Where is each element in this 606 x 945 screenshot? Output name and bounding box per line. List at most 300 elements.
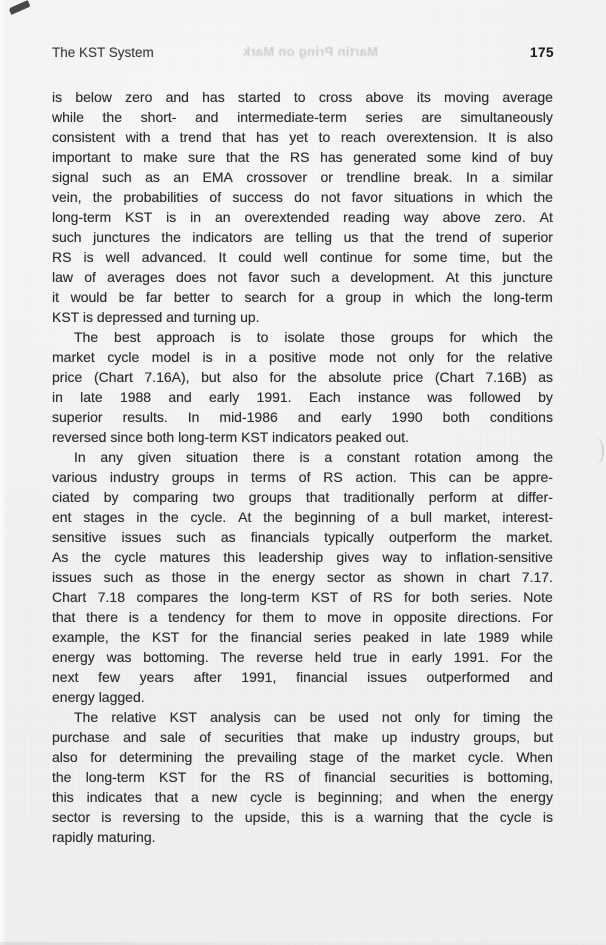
word: after (193, 669, 222, 685)
word: late (80, 389, 103, 405)
word: energy (272, 569, 315, 585)
bleedthrough-header-text: Martin Pring on Mark (242, 44, 378, 59)
word: but (201, 369, 221, 385)
paragraph (52, 87, 553, 327)
word: shown (403, 569, 445, 585)
word: well (105, 249, 130, 265)
word: was (106, 649, 132, 665)
word: the (533, 189, 553, 205)
text-line (52, 107, 553, 127)
word: issues (52, 569, 92, 585)
word: short- (140, 109, 177, 125)
word: is (294, 789, 305, 805)
word: market (52, 349, 95, 365)
word: the (231, 769, 251, 785)
word: KST (311, 589, 339, 605)
page-number: 175 (529, 45, 554, 60)
word: cycle (250, 789, 283, 805)
word: any (100, 449, 123, 465)
word: for (446, 349, 464, 365)
word: sensitive (52, 529, 107, 545)
word: such (102, 169, 132, 185)
word: Each (308, 389, 341, 405)
word: below (75, 89, 112, 105)
text-line (52, 567, 553, 587)
word: as (145, 169, 160, 185)
word: favor (351, 189, 383, 205)
word: comparing (132, 489, 199, 505)
word: telling (295, 229, 333, 245)
word: in (225, 349, 237, 365)
word: that (434, 809, 458, 825)
word: can (273, 709, 297, 725)
word: junctures (93, 229, 150, 245)
word: trend (435, 229, 468, 245)
word: appre- (512, 469, 553, 485)
word: 7.16B) (485, 369, 527, 385)
running-header-title: The KST System (52, 45, 154, 60)
word: series (365, 109, 403, 125)
word: KST (169, 709, 197, 725)
word: peaked (363, 629, 410, 645)
word: crossover (246, 169, 307, 185)
word: few (98, 669, 120, 685)
text-line (52, 327, 553, 347)
word: stage (309, 749, 344, 765)
word: vein, (52, 189, 82, 205)
word: for (191, 629, 208, 645)
word: in (372, 609, 383, 625)
word: there (252, 449, 285, 465)
word: simultaneously (460, 109, 553, 125)
word: also (232, 369, 258, 385)
text-line: reversed since both long-term KST indicators peaked out. (52, 429, 409, 445)
word: averages (107, 269, 165, 285)
word: juncture (503, 269, 553, 285)
word: is (128, 609, 139, 625)
word: When (516, 749, 553, 765)
text-line (52, 407, 553, 427)
word: trend (179, 129, 212, 145)
word: a (355, 809, 364, 825)
word: typically (324, 529, 374, 545)
word: In (187, 409, 200, 425)
word: is (463, 769, 474, 785)
word: new (211, 789, 238, 805)
word: of (199, 729, 211, 745)
word: industry (109, 469, 159, 485)
word: in (455, 569, 467, 585)
word: groups (248, 489, 292, 505)
word: way (403, 209, 429, 225)
word: in (217, 569, 229, 585)
word: used (338, 709, 369, 725)
word: of (298, 769, 311, 785)
word: outperform (388, 529, 457, 545)
word: terms (251, 469, 287, 485)
word: 1988 (119, 389, 152, 405)
word: the (240, 569, 261, 585)
word: next (52, 669, 79, 685)
word: that (154, 789, 179, 805)
word: by (538, 389, 553, 405)
word: do (294, 189, 310, 205)
word: the (533, 649, 553, 665)
word: the (533, 709, 553, 725)
word: that (52, 609, 76, 625)
word: cycle (499, 809, 532, 825)
word: would (70, 289, 108, 305)
word: important (52, 149, 111, 165)
word: true (353, 649, 378, 665)
word: leadership (258, 549, 324, 565)
word: RS (323, 469, 343, 485)
word: industry (410, 729, 460, 745)
word: up (381, 729, 398, 745)
text-line (52, 807, 553, 827)
word: stages (83, 509, 125, 525)
word: also (52, 749, 78, 765)
text-line (52, 287, 553, 307)
word: cycle. (190, 509, 227, 525)
text-line: rapidly maturing. (52, 829, 156, 845)
word: intermediate-term (237, 109, 347, 125)
text-line (52, 87, 553, 107)
word: Note (523, 589, 553, 605)
word: superior (52, 409, 103, 425)
word: for (384, 249, 402, 265)
word: timing (482, 709, 521, 725)
word: which (415, 289, 452, 305)
word: such (52, 229, 82, 245)
word: analysis (210, 709, 261, 725)
word: development. (350, 269, 435, 285)
word: bottoming. (143, 649, 209, 665)
word: to (120, 149, 133, 165)
word: mode (328, 349, 364, 365)
word: has (256, 129, 279, 145)
word: while (521, 629, 553, 645)
scan-artifact-mark (8, 0, 30, 15)
word: KST (159, 769, 187, 785)
word: early (411, 649, 443, 665)
word: better (173, 289, 210, 305)
word: long-term (240, 589, 300, 605)
word: group (345, 289, 382, 305)
word: The (74, 709, 99, 725)
word: is (230, 329, 241, 345)
word: two (212, 489, 235, 505)
text-line (52, 447, 553, 467)
word: For (531, 609, 553, 625)
text-line (52, 387, 553, 407)
text-line (52, 507, 553, 527)
word: the (204, 749, 225, 765)
word: kind (471, 149, 498, 165)
word: price (392, 369, 424, 385)
word: for (298, 289, 315, 305)
word: consistent (52, 129, 116, 145)
word: not (376, 349, 397, 365)
word: energy (510, 789, 553, 805)
word: far (145, 289, 163, 305)
text-line: KST is depressed and turning up. (52, 309, 260, 325)
word: absolute (328, 369, 382, 385)
word: to (256, 329, 269, 345)
word: instance (357, 389, 411, 405)
text-line (52, 127, 553, 147)
word: traditionally (343, 489, 415, 505)
word: isolate (284, 329, 325, 345)
word: as (376, 569, 392, 585)
text-line (52, 187, 553, 207)
word: market, (443, 509, 491, 525)
word: in (464, 189, 476, 205)
word: perform (428, 489, 477, 505)
word: with (125, 129, 151, 145)
paragraph (52, 707, 553, 847)
word: probabilities (123, 189, 199, 205)
word: and (297, 409, 322, 425)
word: are (263, 229, 285, 245)
word: a (161, 129, 169, 145)
word: are (421, 109, 442, 125)
word: but (533, 729, 553, 745)
word: bottoming, (487, 769, 553, 785)
word: ciated (52, 489, 90, 505)
word: various (52, 469, 98, 485)
text-line: energy lagged. (52, 689, 145, 705)
word: long-term (52, 209, 112, 225)
word: but (501, 249, 522, 265)
word: to (221, 289, 233, 305)
word: financial (324, 769, 376, 785)
word: of (367, 509, 379, 525)
word: groups (390, 329, 434, 345)
word: determining (119, 749, 193, 765)
word: the (475, 349, 496, 365)
word: to (420, 549, 433, 565)
word: 7.17. (521, 569, 553, 585)
word: the (259, 149, 280, 165)
text-line (52, 707, 553, 727)
word: In (74, 449, 86, 465)
word: those (171, 569, 207, 585)
word: the (471, 529, 492, 545)
word: cycle. (468, 749, 504, 765)
word: sale (159, 729, 186, 745)
word: of (298, 469, 311, 485)
word: bull (410, 509, 433, 525)
word: for (403, 589, 421, 605)
word: is (166, 209, 177, 225)
word: issues (121, 529, 162, 545)
word: this (52, 789, 74, 805)
word: make (333, 729, 369, 745)
word: that (305, 489, 330, 505)
word: a (390, 509, 399, 525)
word: reach (340, 129, 376, 145)
text-line (52, 247, 553, 267)
word: some (426, 149, 462, 165)
word: has (320, 149, 343, 165)
word: EMA (202, 169, 233, 185)
word: cross (318, 89, 353, 105)
word: RS (52, 249, 72, 265)
word: a (326, 289, 334, 305)
word: of (349, 589, 362, 605)
word: directions. (457, 609, 522, 625)
word: mid-1986 (219, 409, 278, 425)
word: only (414, 709, 441, 725)
word: example, (52, 629, 109, 645)
word: series (313, 629, 352, 645)
word: model (151, 349, 190, 365)
word: energy (52, 649, 95, 665)
word: that (225, 149, 250, 165)
word: signal (52, 169, 89, 185)
word: The (74, 329, 99, 345)
word: the (219, 629, 239, 645)
word: or (320, 169, 333, 185)
word: among (475, 449, 519, 465)
word: started (237, 89, 281, 105)
word: the (404, 229, 425, 245)
word: early (341, 409, 372, 425)
word: the (214, 809, 234, 825)
word: groups, (473, 729, 521, 745)
word: in (136, 509, 148, 525)
word: is (202, 349, 213, 365)
word: an (214, 209, 231, 225)
word: series. (470, 589, 512, 605)
word: (Chart (434, 369, 474, 385)
word: the (477, 789, 498, 805)
word: the (81, 549, 102, 565)
word: some (413, 249, 448, 265)
paragraph (52, 447, 553, 707)
word: ent (52, 509, 72, 525)
word: of (209, 189, 222, 205)
word: in (52, 389, 63, 405)
word: overextended (244, 209, 330, 225)
text-line (52, 627, 553, 647)
text-line (52, 727, 553, 747)
text-line (52, 647, 553, 667)
word: make (143, 149, 178, 165)
text-line (52, 587, 553, 607)
word: matures (159, 549, 211, 565)
text-line (52, 527, 553, 547)
text-line (52, 607, 553, 627)
word: law (52, 269, 74, 285)
word: financial (250, 629, 302, 645)
word: could (238, 249, 272, 265)
word: by (103, 489, 119, 505)
word: the (159, 509, 179, 525)
word: given (137, 449, 172, 465)
word: that (369, 229, 394, 245)
word: such (103, 569, 134, 585)
word: the (52, 769, 72, 785)
word: is (506, 129, 517, 145)
word: for (449, 329, 466, 345)
word: of (508, 149, 520, 165)
word: of (356, 749, 368, 765)
word: It (218, 249, 227, 265)
word: does (175, 269, 207, 285)
word: At (445, 269, 459, 285)
word: It (488, 129, 496, 145)
word: This (409, 469, 436, 485)
word: groups (171, 469, 215, 485)
word: sector (326, 569, 365, 585)
word: in (190, 209, 202, 225)
word: As (52, 549, 69, 565)
word: 7.16A), (144, 369, 190, 385)
word: its (416, 89, 431, 105)
word: moving (444, 89, 490, 105)
word: was (427, 389, 453, 405)
word: Chart (52, 589, 87, 605)
word: to (293, 89, 306, 105)
word: warning (374, 809, 424, 825)
word: is (52, 89, 63, 105)
word: best (114, 329, 141, 345)
word: the (92, 189, 113, 205)
text-line (52, 467, 553, 487)
word: indicators (192, 229, 253, 245)
word: in (227, 469, 239, 485)
word: is (334, 809, 345, 825)
word: to (304, 609, 317, 625)
text-line (52, 667, 553, 687)
word: compares (136, 589, 198, 605)
word: of (479, 229, 491, 245)
word: a (324, 449, 333, 465)
word: generated (353, 149, 417, 165)
word: outperformed (426, 669, 510, 685)
word: which (481, 329, 518, 345)
word: yet (289, 129, 308, 145)
word: such (290, 269, 321, 285)
text-line (52, 227, 553, 247)
word: constant (346, 449, 400, 465)
text-line (52, 367, 553, 387)
word: can (448, 469, 472, 485)
word: late (443, 629, 467, 645)
word: financials (250, 529, 310, 545)
word: zero (125, 89, 153, 105)
word: 1989 (478, 629, 510, 645)
word: the (209, 589, 229, 605)
text-line (52, 487, 553, 507)
word: a (331, 269, 340, 285)
word: the (462, 289, 483, 305)
word: chart (478, 569, 510, 585)
word: as (145, 569, 160, 585)
text-line (52, 347, 553, 367)
word: that (222, 129, 246, 145)
word: in (392, 289, 404, 305)
word: cycle (114, 549, 147, 565)
word: tendency (168, 609, 225, 625)
text-line (52, 747, 553, 767)
word: both (442, 409, 470, 425)
word: is (542, 809, 553, 825)
word: both (431, 589, 460, 605)
word: at (491, 489, 503, 505)
